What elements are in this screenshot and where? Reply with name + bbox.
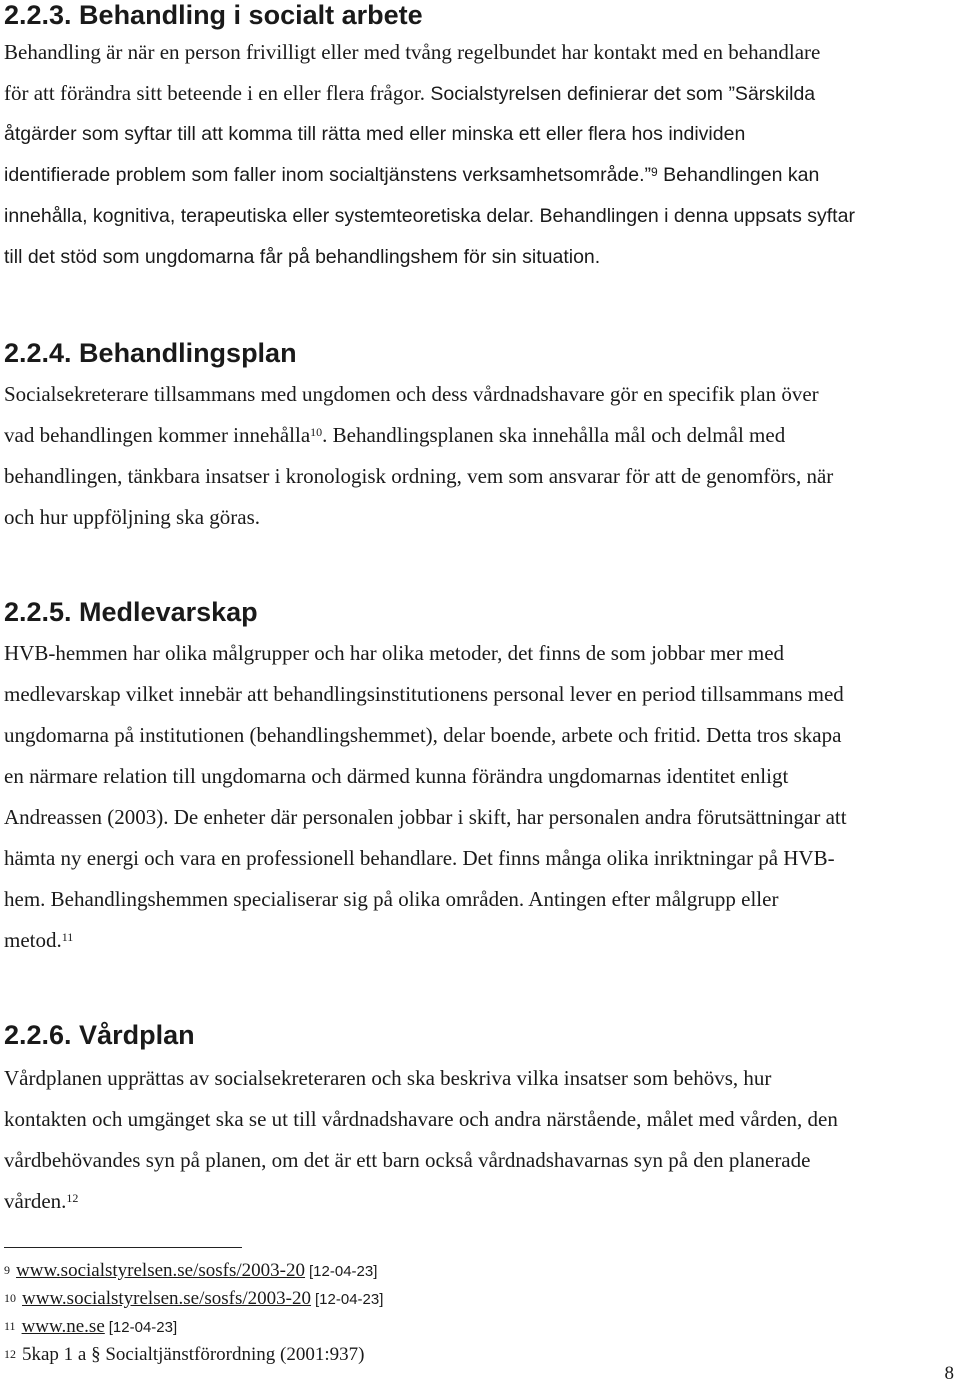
footnote-ref-9: 9 <box>651 165 658 179</box>
footnote-9: $^9$ www.socialstyrelsen.se/sosfs/2003-20 [12-04-23] <box>4 1260 378 1281</box>
footnote-ref-11: 11 <box>61 930 74 944</box>
footnote-ref-10: 10 <box>310 425 323 439</box>
section-heading-medlevarskap: 2.2.5. Medlevarskap <box>4 597 258 627</box>
section-heading-behandlingsplan: 2.2.4. Behandlingsplan <box>4 338 297 368</box>
paragraph-behandling: Behandling är när en person frivilligt eller med tvång regelbundet har kontakt med en behandlare för att förändra sitt beteende i en eller flera frågor. Socialstyrelsen definierar det som ”Särskilda åtgärder som syftar till att komma till rätta med eller minska ett eller flera hos individen identifierade problem som faller inom socialtjänstens verksamhetsområde.”$^9$ Behandlingen kan innehålla, kognitiva, terapeutiska eller systemteoretiska delar. Behandlingen i denna uppsats syftar till det stöd som ungdomarna får på behandlingshem för sin situation. <box>4 40 855 268</box>
page-number: 8 <box>944 1363 954 1384</box>
footnote-10: $^{10}$ www.socialstyrelsen.se/sosfs/2003-20 [12-04-23] <box>4 1288 384 1309</box>
footnote-divider <box>4 1247 242 1248</box>
paragraph-medlevarskap: HVB-hemmen har olika målgrupper och har olika metoder, det finns de som jobbar mer med medlevarskap vilket innebär att behandlingsinstitutionens personal lever en period tillsammans med ungdomarna på institutionen (behandlingshemmet), delar boende, arbete och fritid. Detta tros skapa en närmare relation till ungdomarna och därmed kunna förändra ungdomarnas identitet enligt Andreassen (2003). De enheter där personalen jobbar i skift, har personalen andra förutsättningar att hämta ny energi och vara en professionell behandlare. Det finns många olika inriktningar på HVB- hem. Behandlingshemmen specialiserar sig på olika områden. Antingen efter målgrupp eller metod.$^{11}$ <box>4 641 847 952</box>
footnotes <box>4 1257 383 1369</box>
section-heading-vardplan: 2.2.6. Vårdplan <box>4 1020 195 1050</box>
footnote-link[interactable]: www.socialstyrelsen.se/sosfs/2003-20 <box>22 1288 312 1309</box>
footnote-12: $^{12}$ 5kap 1 a § Socialtjänstförordning (2001:937) <box>4 1344 365 1365</box>
footnote-11: $^{11}$ www.ne.se [12-04-23] <box>4 1316 178 1337</box>
section-heading-behandling: 2.2.3. Behandling i socialt arbete <box>4 0 423 30</box>
footnote-link[interactable]: www.socialstyrelsen.se/sosfs/2003-20 <box>16 1260 306 1281</box>
footnote-ref-12: 12 <box>66 1191 79 1205</box>
paragraph-vardplan: Vårdplanen upprättas av socialsekreteraren och ska beskriva vilka insatser som behövs, hur kontakten och umgänget ska se ut till vårdnadshavare och andra närstående, målet med vården, den vårdbehövandes syn på planen, om det är ett barn också vårdnadshavarnas syn på den planerade vården.$^{12}$ <box>4 1066 838 1213</box>
paragraph-behandlingsplan: Socialsekreterare tillsammans med ungdomen och dess vårdnadshavare gör en specifik plan över vad behandlingen kommer innehålla$^{10}$. Behandlingsplanen ska innehålla mål och delmål med behandlingen, tänkbara insatser i kronologisk ordning, vem som ansvarar för att de genomförs, när och hur uppföljning ska göras. <box>4 382 834 529</box>
footnote-link[interactable]: www.ne.se <box>21 1316 105 1337</box>
